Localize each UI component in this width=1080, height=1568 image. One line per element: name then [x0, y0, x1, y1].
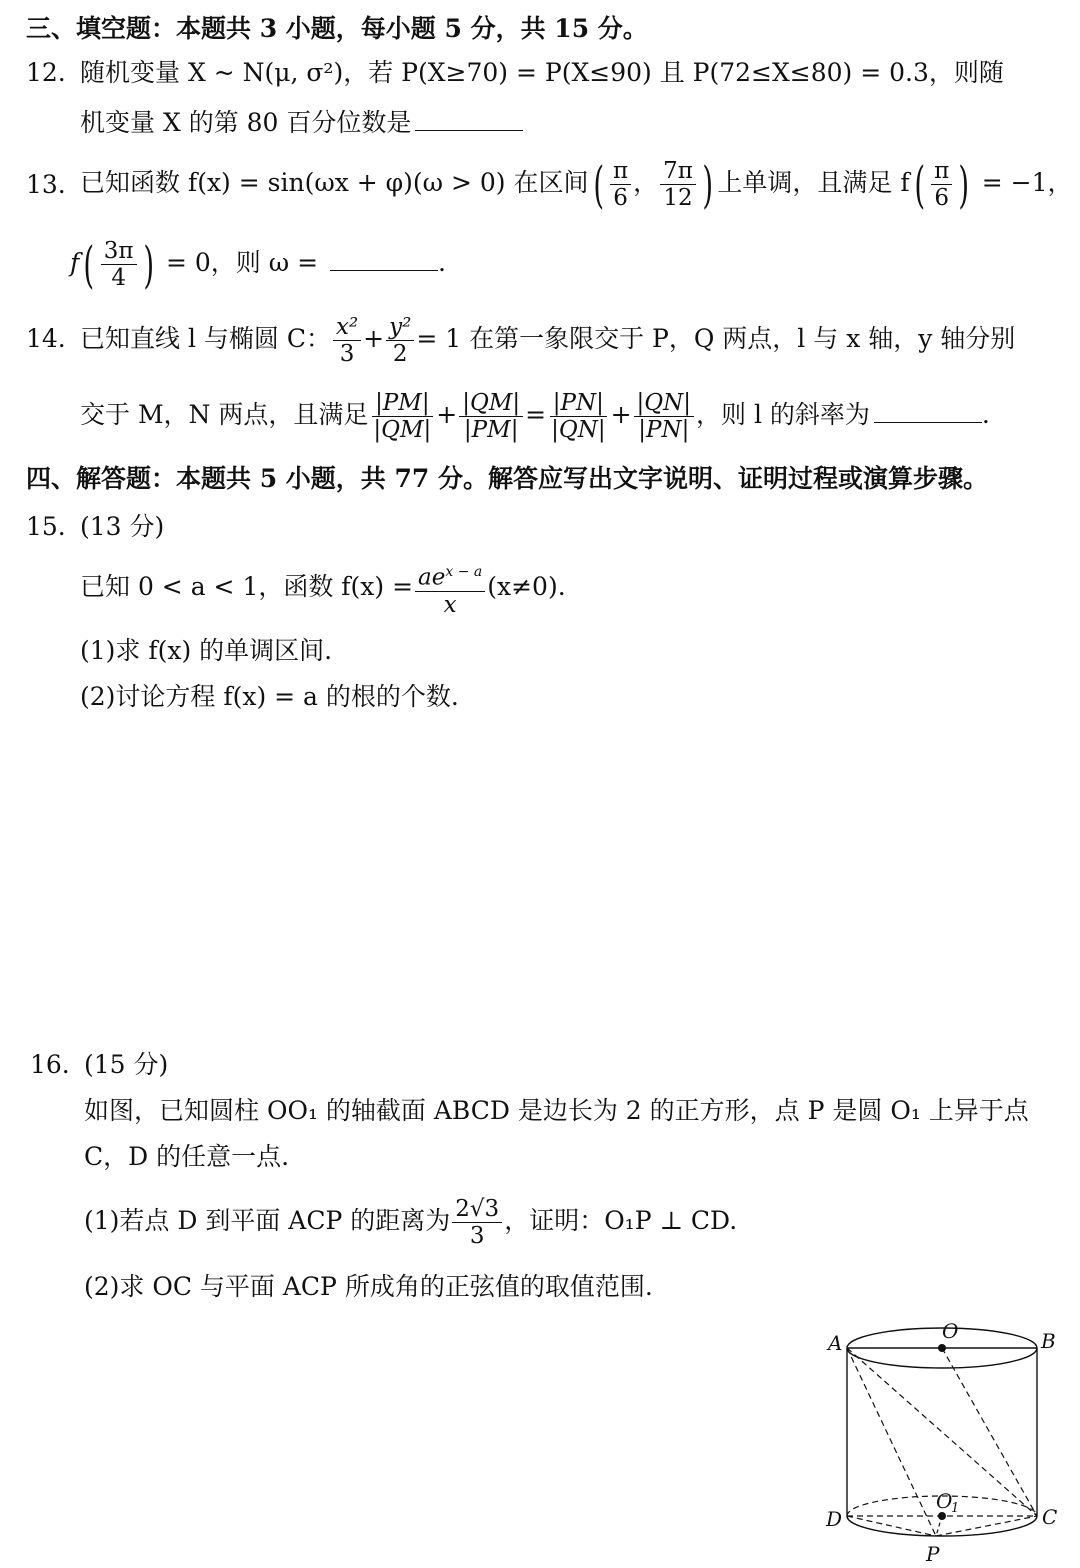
q13-interval-b-num: 7π: [660, 158, 696, 185]
q12-number: 12.: [26, 58, 66, 87]
q15-pre: 已知 0 < a < 1，函数 f(x) =: [80, 572, 414, 601]
q15-part1: (1)求 f(x) 的单调区间.: [80, 636, 333, 665]
q14-line2: 交于 M，N 两点，且满足 $\frac{|PM|}{|QM|}$ + $\frac{|QM|}{|PM|}$ = $\frac{|PN|}{|QN|}$ + $\frac{|QN|}{|PN|}$ ，则 l 的斜率为 .: [80, 390, 990, 443]
q14-ratio3: [548, 390, 608, 443]
q13-interval-a-den: 6: [613, 185, 628, 211]
q14-r4-den: |PN|: [638, 417, 690, 443]
label-a: A: [828, 1331, 843, 1355]
point-o: [938, 1344, 946, 1352]
q14-ratio4: [634, 390, 694, 443]
q16-p1-den: 3: [469, 1223, 485, 1249]
q14-r3-den: |QN|: [551, 417, 606, 443]
q13-cond1-den: 6: [934, 185, 950, 211]
q14-l2-post: ，则 l 的斜率为: [696, 400, 870, 429]
q14-e1-num: x²: [333, 314, 361, 341]
q13-cond1-close: ): [958, 155, 970, 214]
line-oc: [942, 1348, 1037, 1516]
q14-ratio1: [370, 390, 434, 443]
q13-open-paren: (: [592, 155, 604, 214]
q13-end: .: [437, 248, 446, 277]
q16-part2: (2)求 OC 与平面 ACP 所成角的正弦值的取值范围.: [84, 1272, 653, 1301]
q13-cond2-den: 4: [111, 265, 126, 291]
q15-f-exponent: x − a: [445, 564, 483, 581]
q14-pre: 已知直线 l 与椭圆 C：: [80, 324, 331, 353]
section4-heading: 四、解答题：本题共 5 小题，共 77 分。解答应写出文字说明、证明过程或演算步骤。: [26, 464, 989, 493]
q13-l2-f: f: [70, 248, 80, 277]
label-c: C: [1042, 1505, 1058, 1529]
q15-stem: [80, 556, 566, 618]
q13-cond2-num: 3π: [101, 238, 137, 265]
q13-number: 13.: [26, 170, 66, 199]
q13-interval-b: [660, 158, 696, 211]
q13-cond2-open: (: [83, 235, 95, 294]
q13-interval-a-num: π: [610, 158, 631, 185]
q13-cond1-open: (: [914, 155, 925, 214]
label-d: D: [826, 1507, 843, 1531]
q14-r2-den: |PM|: [463, 417, 519, 443]
q13-mid: 上单调，且满足 f: [717, 168, 910, 197]
q15-function-fraction: [415, 559, 485, 618]
q13-interval-a: [610, 158, 631, 211]
point-o1: [938, 1512, 946, 1520]
q14-l2-pre: 交于 M，N 两点，且满足: [80, 400, 369, 429]
q16-number: 16.: [30, 1050, 70, 1079]
section3-heading: 三、填空题：本题共 3 小题，每小题 5 分，共 15 分。: [26, 14, 648, 43]
q14-end: .: [981, 400, 990, 429]
q12-line2: [80, 104, 523, 140]
q14-r1-den: |QM|: [373, 417, 432, 443]
q15-score: (13 分): [80, 512, 165, 541]
q12-line2-text: 机变量 X 的第 80 百分位数是: [80, 108, 412, 137]
q14-answer-blank: [874, 396, 982, 423]
q15-f-den: x: [443, 591, 457, 618]
q13-cond2-close: ): [142, 235, 154, 294]
q15-part2: (2)讨论方程 f(x) = a 的根的个数.: [80, 682, 459, 711]
q13-line1: 已知函数 f(x) = sin(ωx + φ)(ω > 0) 在区间( $\frac{\pi}{6}$ ， $\frac{7\pi}{12}$ ) 上单调，且满足 f( $\frac{\pi}{6}$ ) = −1，: [80, 155, 1073, 214]
q13-cond2: [101, 238, 137, 291]
q13-close-paren: ): [702, 155, 714, 214]
q14-number: 14.: [26, 324, 66, 353]
line-pc: [936, 1516, 1037, 1536]
q12-line1: 随机变量 X ~ N(μ, σ²)，若 P(X≥70) = P(X≤90) 且 P(72≤X≤80) = 0.3，则随: [80, 58, 1004, 87]
q13-pre: 已知函数 f(x) = sin(ωx + φ)(ω > 0) 在区间: [80, 168, 589, 197]
q15-number: 15.: [26, 512, 66, 541]
q14-r4-num: |QN|: [634, 390, 694, 417]
q14-e2-num: y²: [386, 314, 414, 341]
line-ap: [847, 1348, 936, 1536]
q14-e1-den: 3: [339, 341, 355, 367]
q13-interval-b-den: 12: [663, 185, 693, 211]
label-o: O: [942, 1320, 959, 1343]
label-b: B: [1041, 1329, 1056, 1353]
q12-answer-blank: [415, 104, 523, 131]
q16-part1: [84, 1190, 737, 1252]
cylinder-figure: [820, 1320, 1065, 1568]
q15-f-num: [415, 559, 485, 592]
q14-ellipse-y: [386, 314, 414, 367]
q15-f-num-base: ae: [418, 564, 446, 591]
q15-post: (x≠0).: [487, 572, 566, 601]
q13-line2: [70, 232, 446, 294]
q16-line1: 如图，已知圆柱 OO₁ 的轴截面 ABCD 是边长为 2 的正方形，点 P 是圆 O₁ 上异于点: [84, 1096, 1029, 1125]
q14-r2-num: |QM|: [459, 390, 523, 417]
q14-ellipse-x: [333, 314, 361, 367]
q14-ratio2: [459, 390, 523, 443]
q14-r3-num: |PN|: [550, 390, 607, 417]
q13-cond1-val: = −1，: [981, 168, 1073, 197]
q14-e2-den: 2: [392, 341, 408, 367]
q14-post: = 1 在第一象限交于 P，Q 两点，l 与 x 轴，y 轴分别: [416, 324, 1016, 353]
q13-cond1-num: π: [931, 158, 952, 185]
q16-p1-pre: (1)若点 D 到平面 ACP 的距离为: [84, 1206, 451, 1235]
q16-p1-num: 2√3: [452, 1196, 502, 1223]
q16-score: (15 分): [84, 1050, 169, 1079]
label-o1-subscript: 1: [951, 1501, 960, 1516]
q16-line2: C，D 的任意一点.: [84, 1142, 290, 1171]
q16-p1-post: ，证明：O₁P ⊥ CD.: [504, 1206, 738, 1235]
label-o1: O: [936, 1489, 953, 1513]
q13-answer-blank: [330, 244, 438, 271]
q14-line1: 已知直线 l 与椭圆 C： $\frac{\text{x²}}{3}$ + $\frac{\text{y²}}{2}$ = 1 在第一象限交于 P，Q 两点，l 与 x 轴，y 轴分别: [80, 314, 1016, 367]
q13-cond1: [931, 158, 952, 211]
q14-r1-num: |PM|: [372, 390, 433, 417]
label-p: P: [926, 1542, 940, 1566]
q13-cond2-val: = 0，则 ω =: [166, 248, 319, 277]
q16-distance-fraction: [452, 1196, 502, 1249]
